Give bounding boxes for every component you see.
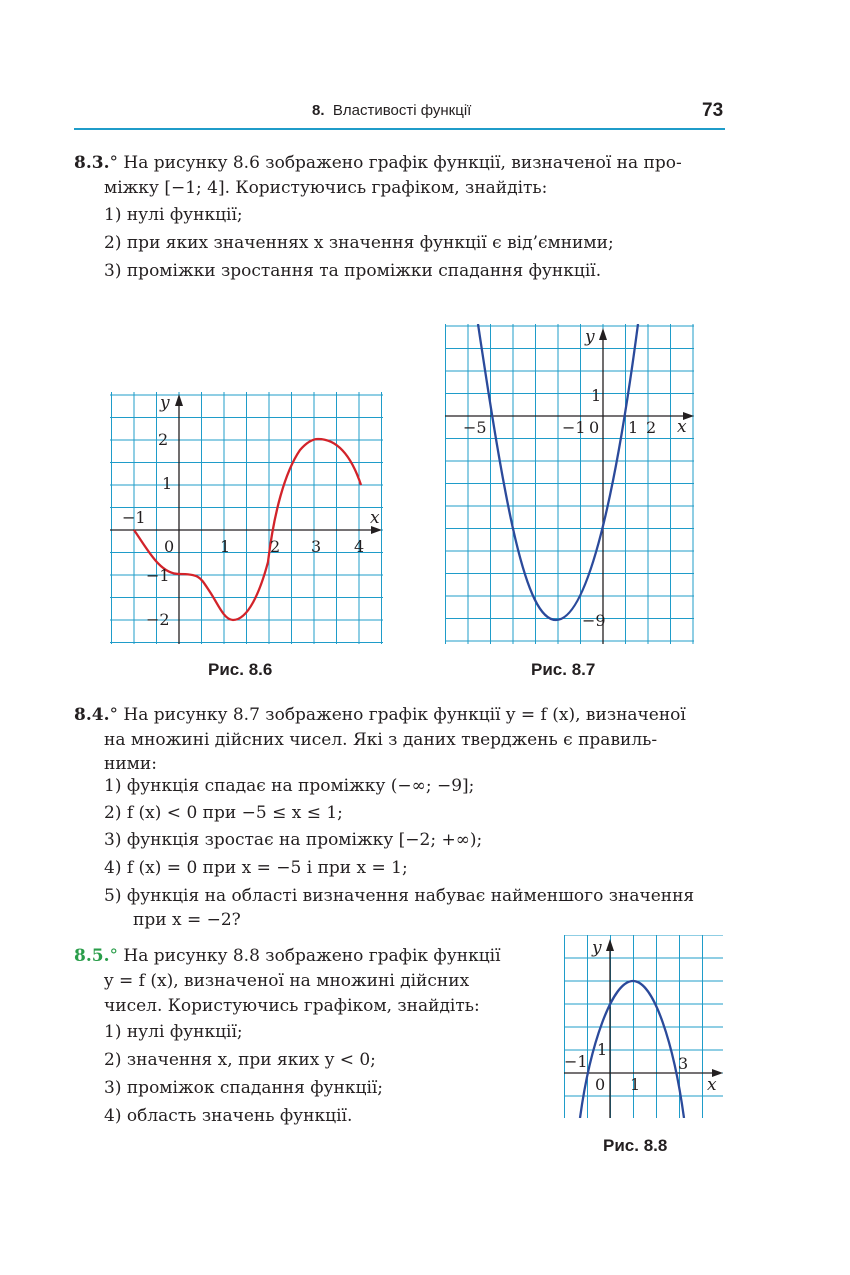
figure-8-6-tick-x-3: 3	[311, 537, 322, 556]
difficulty-mark: °	[109, 705, 118, 725]
problem-8-5-number: 8.5.	[74, 946, 110, 966]
problem-8-4-text: На рисунку 8.7 зображено графік функції y = f (x), визначеної	[123, 705, 686, 725]
problem-8-3-line-1	[74, 151, 682, 176]
difficulty-mark: °	[109, 946, 118, 966]
figure-8-7-caption: Рис. 8.7	[531, 660, 596, 679]
figure-8-7-tick-x-1: 1	[628, 418, 639, 437]
figure-8-7-y-arrow	[599, 328, 607, 340]
problem-8-3-item-3: 3) проміжки зростання та проміжки спадання функції.	[104, 261, 602, 281]
problem-8-5-text: На рисунку 8.8 зображено графік функції	[123, 946, 501, 966]
figure-8-6-y-label: y	[160, 393, 170, 413]
figure-8-8-caption: Рис. 8.8	[603, 1136, 668, 1155]
problem-8-4-line-1	[74, 703, 686, 728]
figure-8-8-x-label: x	[707, 1075, 717, 1095]
figure-8-8-grid	[564, 935, 723, 1118]
figure-8-6-tick-x-2: 2	[270, 537, 281, 556]
figure-8-8-y-arrow	[606, 939, 614, 951]
figure-8-7-tick-y-m9: −9	[582, 611, 606, 630]
running-header	[312, 102, 471, 119]
figure-8-6-tick-x-0: 0	[164, 537, 175, 556]
figure-8-6-tick-x-1: 1	[220, 537, 231, 556]
figure-8-7-grid	[445, 324, 694, 644]
problem-8-4-line-3: ними:	[104, 754, 157, 774]
figure-8-8-tick-y-1: 1	[597, 1040, 608, 1059]
figure-8-6	[110, 392, 385, 644]
figure-8-8-tick-x-0: 0	[595, 1075, 606, 1094]
figure-8-6-tick-y-1: 1	[162, 474, 173, 493]
figure-8-7-tick-x-2: 2	[646, 418, 657, 437]
problem-8-4-line-2: на множині дійсних чисел. Які з даних тверджень є правиль-	[104, 730, 658, 750]
figure-8-8-tick-x-3: 3	[678, 1054, 689, 1073]
section-title: Властивості функції	[332, 102, 472, 119]
problem-8-4-item-1: 1) функція спадає на проміжку (−∞; −9];	[104, 776, 475, 796]
problem-8-4-item-2: 2) f (x) < 0 при −5 ≤ x ≤ 1;	[104, 803, 343, 823]
problem-8-4-item-5: 5) функція на області визначення набуває найменшого значення	[104, 886, 695, 906]
problem-8-5-line-3: чисел. Користуючись графіком, знайдіть:	[104, 996, 480, 1016]
figure-8-7-tick-y-1: 1	[591, 386, 602, 405]
problem-8-4-item-5-cont: при x = −2?	[133, 910, 241, 930]
problem-8-4-number: 8.4.	[74, 705, 110, 725]
figure-8-6-caption: Рис. 8.6	[208, 660, 273, 679]
problem-8-4-item-3: 3) функція зростає на проміжку [−2; +∞);	[104, 830, 483, 850]
page-number: 73	[702, 100, 724, 121]
problem-8-3-text: На рисунку 8.6 зображено графік функції, визначеної на про-	[123, 153, 682, 173]
difficulty-mark: °	[109, 153, 118, 173]
figure-8-6-tick-y-m2: −2	[146, 610, 170, 629]
figure-8-6-x-label: x	[370, 508, 380, 528]
problem-8-5-line-1	[74, 944, 501, 969]
figure-8-7	[445, 324, 695, 644]
figure-8-8-tick-x-m1: −1	[564, 1052, 588, 1071]
figure-8-6-tick-x-m1: −1	[122, 508, 146, 527]
figure-8-8-y-label: y	[592, 938, 602, 958]
figure-8-6-tick-y-m1: −1	[146, 566, 170, 585]
problem-8-5-line-2: y = f (x), визначеної на множині дійсних	[104, 971, 470, 991]
problem-8-5-item-1: 1) нулі функції;	[104, 1022, 243, 1042]
figure-8-8-tick-x-1: 1	[630, 1075, 641, 1094]
figure-8-6-tick-y-2: 2	[158, 430, 169, 449]
figure-8-7-tick-x-m5: −5	[463, 418, 487, 437]
problem-8-4-item-4: 4) f (x) = 0 при x = −5 і при x = 1;	[104, 858, 408, 878]
figure-8-6-grid	[110, 392, 383, 644]
figure-8-7-x-label: x	[677, 417, 687, 437]
problem-8-5-item-4: 4) область значень функції.	[104, 1106, 353, 1126]
figure-8-6-tick-x-4: 4	[354, 537, 365, 556]
problem-8-3-line-2: міжку [−1; 4]. Користуючись графіком, знайдіть:	[104, 178, 548, 198]
header-divider	[74, 128, 725, 130]
figure-8-7-tick-x-0: 0	[589, 418, 600, 437]
problem-8-5-item-3: 3) проміжок спадання функції;	[104, 1078, 384, 1098]
problem-8-3-number: 8.3.	[74, 153, 110, 173]
figure-8-8	[564, 935, 724, 1118]
problem-8-5-item-2: 2) значення x, при яких y < 0;	[104, 1050, 376, 1070]
section-number: 8.	[312, 102, 325, 119]
figure-8-7-y-label: y	[585, 327, 595, 347]
figure-8-6-y-arrow	[175, 394, 183, 406]
problem-8-3-item-2: 2) при яких значеннях x значення функції є від’ємними;	[104, 233, 614, 253]
problem-8-3-item-1: 1) нулі функції;	[104, 205, 243, 225]
figure-8-7-tick-x-m1: −1	[562, 418, 586, 437]
